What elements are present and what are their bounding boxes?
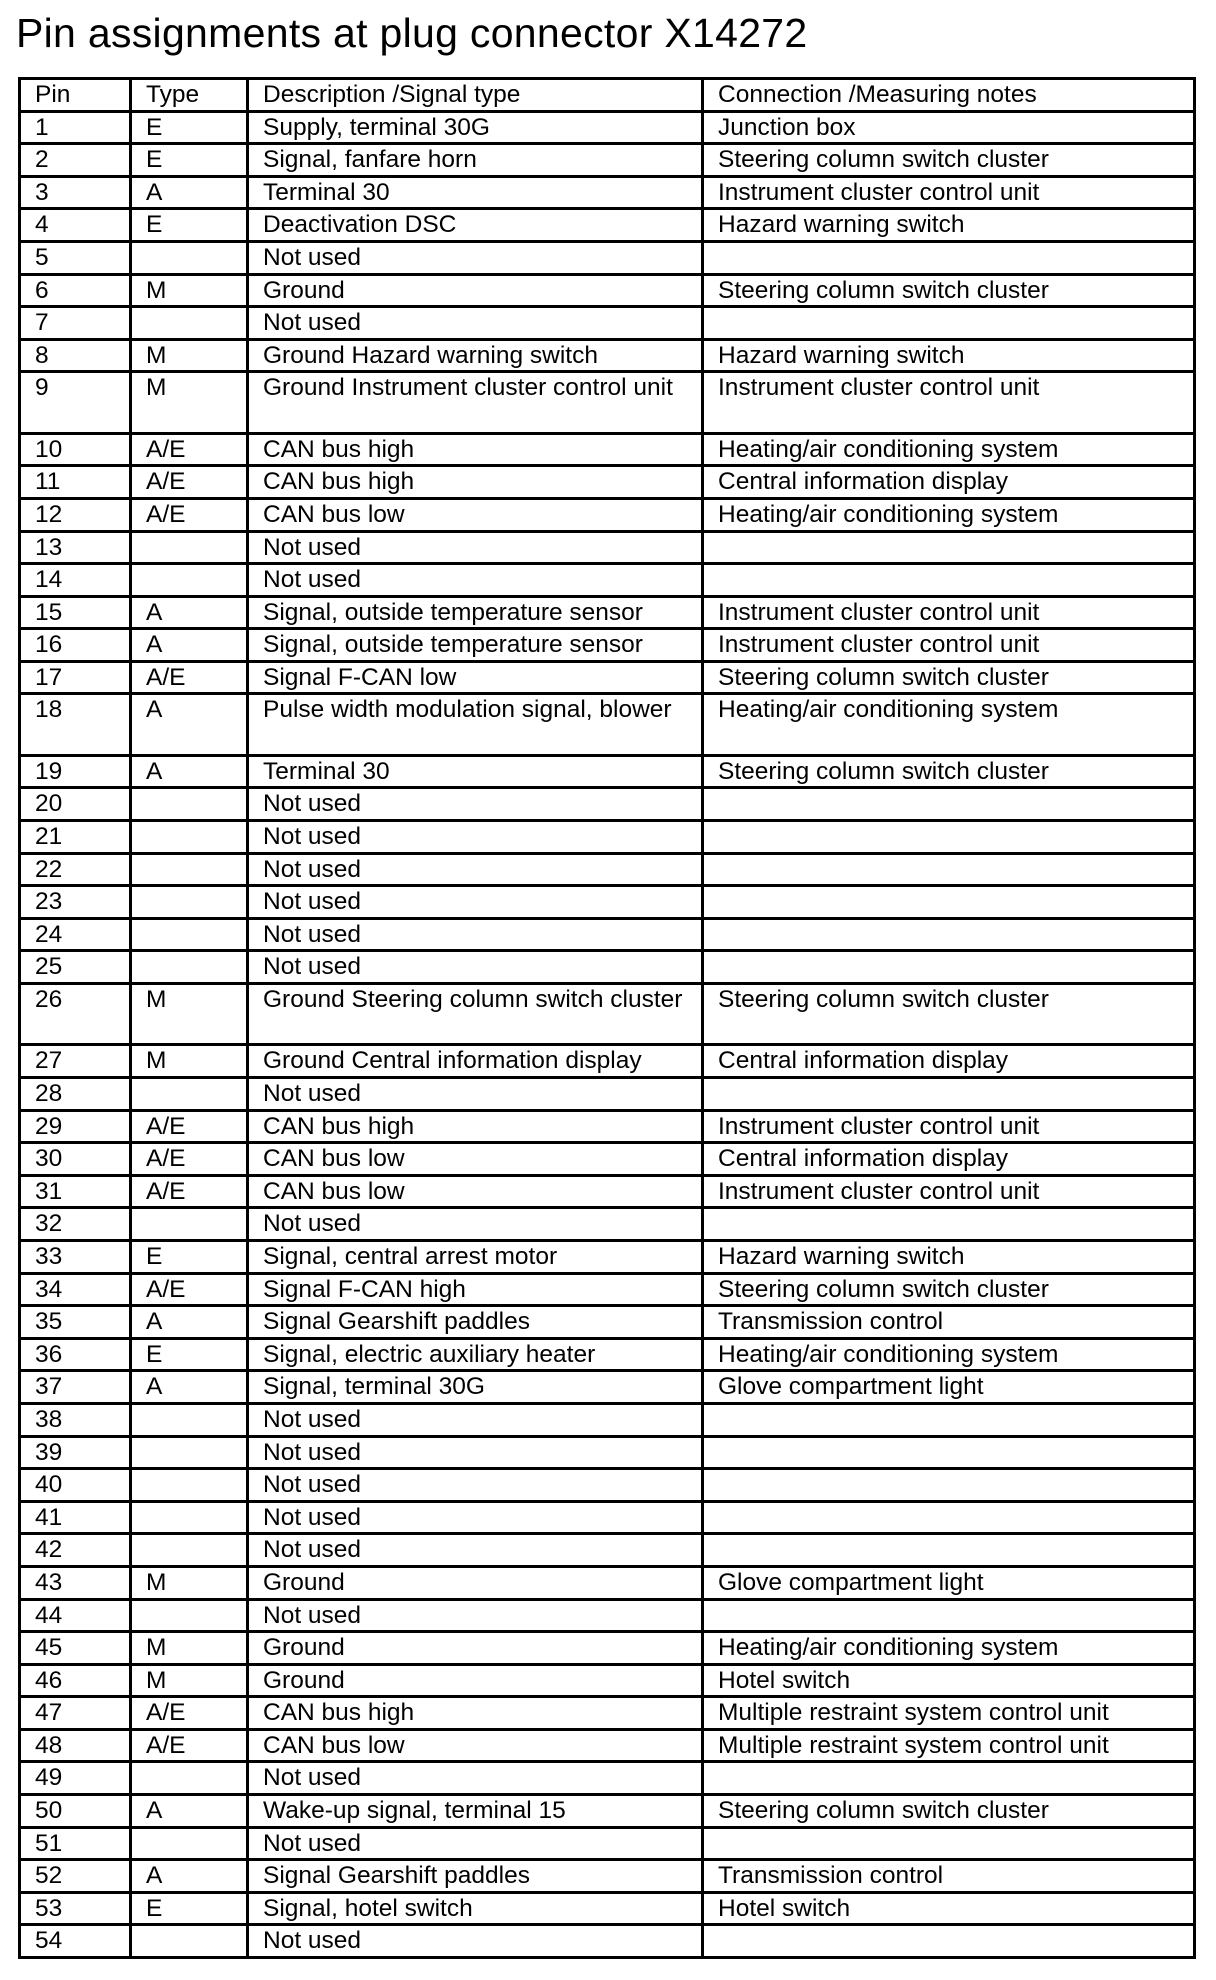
table-row xyxy=(20,1175,1195,1208)
connection-cell: Hotel switch xyxy=(703,1892,1195,1925)
pin-cell: 10 xyxy=(20,433,131,466)
connection-cell: Steering column switch cluster xyxy=(703,1273,1195,1306)
connection-cell: Heating/air conditioning system xyxy=(703,1338,1195,1371)
description-cell: Ground xyxy=(248,1566,703,1599)
description-cell: Not used xyxy=(248,531,703,564)
description-cell: Ground Instrument cluster control unit xyxy=(248,372,703,433)
table-row xyxy=(20,1860,1195,1893)
connection-cell: Steering column switch cluster xyxy=(703,755,1195,788)
pin-cell: 4 xyxy=(20,209,131,242)
connection-cell xyxy=(703,886,1195,919)
table-row xyxy=(20,1795,1195,1828)
table-row xyxy=(20,1338,1195,1371)
type-cell: M xyxy=(131,274,248,307)
description-cell: Not used xyxy=(248,951,703,984)
description-cell: CAN bus low xyxy=(248,1143,703,1176)
table-row xyxy=(20,1045,1195,1078)
table-row xyxy=(20,694,1195,755)
connection-cell xyxy=(703,1469,1195,1502)
connection-cell xyxy=(703,821,1195,854)
header-description: Description /Signal type xyxy=(248,79,703,112)
pin-cell: 44 xyxy=(20,1599,131,1632)
pin-cell: 11 xyxy=(20,466,131,499)
pin-cell: 12 xyxy=(20,498,131,531)
connection-cell: Heating/air conditioning system xyxy=(703,694,1195,755)
header-pin: Pin xyxy=(20,79,131,112)
connection-cell: Heating/air conditioning system xyxy=(703,1632,1195,1665)
type-cell: A xyxy=(131,629,248,662)
description-cell: Ground xyxy=(248,274,703,307)
pin-cell: 19 xyxy=(20,755,131,788)
connection-cell xyxy=(703,1599,1195,1632)
table-row xyxy=(20,596,1195,629)
connection-cell: Glove compartment light xyxy=(703,1371,1195,1404)
description-cell: Terminal 30 xyxy=(248,176,703,209)
type-cell xyxy=(131,886,248,919)
connection-cell: Instrument cluster control unit xyxy=(703,372,1195,433)
type-cell: M xyxy=(131,372,248,433)
connection-cell: Hotel switch xyxy=(703,1664,1195,1697)
pin-cell: 31 xyxy=(20,1175,131,1208)
description-cell: Deactivation DSC xyxy=(248,209,703,242)
pin-cell: 8 xyxy=(20,339,131,372)
connection-cell xyxy=(703,1403,1195,1436)
type-cell: E xyxy=(131,1338,248,1371)
type-cell: A/E xyxy=(131,1175,248,1208)
type-cell xyxy=(131,1469,248,1502)
table-header-row xyxy=(20,79,1195,112)
connection-cell: Hazard warning switch xyxy=(703,339,1195,372)
description-cell: CAN bus low xyxy=(248,1729,703,1762)
table-row xyxy=(20,918,1195,951)
pin-cell: 43 xyxy=(20,1566,131,1599)
pin-cell: 28 xyxy=(20,1078,131,1111)
table-row xyxy=(20,886,1195,919)
description-cell: CAN bus low xyxy=(248,498,703,531)
table-row xyxy=(20,144,1195,177)
pin-cell: 20 xyxy=(20,788,131,821)
table-row xyxy=(20,1762,1195,1795)
type-cell: A/E xyxy=(131,498,248,531)
pin-cell: 36 xyxy=(20,1338,131,1371)
type-cell: A xyxy=(131,176,248,209)
pin-cell: 37 xyxy=(20,1371,131,1404)
description-cell: Not used xyxy=(248,788,703,821)
type-cell: M xyxy=(131,339,248,372)
pin-cell: 34 xyxy=(20,1273,131,1306)
pin-cell: 29 xyxy=(20,1110,131,1143)
table-row xyxy=(20,209,1195,242)
pin-cell: 15 xyxy=(20,596,131,629)
connection-cell xyxy=(703,788,1195,821)
description-cell: Pulse width modulation signal, blower xyxy=(248,694,703,755)
table-row xyxy=(20,1664,1195,1697)
table-body xyxy=(20,111,1195,1957)
page-title: Pin assignments at plug connector X14272 xyxy=(16,10,808,56)
table-row xyxy=(20,433,1195,466)
pin-cell: 45 xyxy=(20,1632,131,1665)
connection-cell xyxy=(703,564,1195,597)
connection-cell: Steering column switch cluster xyxy=(703,1795,1195,1828)
type-cell xyxy=(131,918,248,951)
table-row xyxy=(20,984,1195,1045)
pin-cell: 40 xyxy=(20,1469,131,1502)
description-cell: Not used xyxy=(248,241,703,274)
type-cell xyxy=(131,1501,248,1534)
connection-cell xyxy=(703,1501,1195,1534)
connection-cell: Heating/air conditioning system xyxy=(703,498,1195,531)
pin-cell: 16 xyxy=(20,629,131,662)
type-cell: M xyxy=(131,1566,248,1599)
connection-cell xyxy=(703,951,1195,984)
table-row xyxy=(20,1208,1195,1241)
type-cell: A/E xyxy=(131,661,248,694)
type-cell xyxy=(131,1403,248,1436)
connection-cell xyxy=(703,1436,1195,1469)
description-cell: Ground Hazard warning switch xyxy=(248,339,703,372)
table-row xyxy=(20,629,1195,662)
description-cell: Signal, terminal 30G xyxy=(248,1371,703,1404)
type-cell: A xyxy=(131,596,248,629)
type-cell: A xyxy=(131,1306,248,1339)
type-cell xyxy=(131,1208,248,1241)
type-cell: E xyxy=(131,209,248,242)
table-row xyxy=(20,1827,1195,1860)
pin-cell: 9 xyxy=(20,372,131,433)
type-cell: E xyxy=(131,111,248,144)
description-cell: Ground Steering column switch cluster xyxy=(248,984,703,1045)
type-cell xyxy=(131,821,248,854)
type-cell: A xyxy=(131,1795,248,1828)
type-cell xyxy=(131,951,248,984)
pin-cell: 27 xyxy=(20,1045,131,1078)
table-row xyxy=(20,1143,1195,1176)
table-row xyxy=(20,1534,1195,1567)
description-cell: Signal F-CAN high xyxy=(248,1273,703,1306)
type-cell: M xyxy=(131,984,248,1045)
pin-cell: 14 xyxy=(20,564,131,597)
connection-cell: Central information display xyxy=(703,466,1195,499)
description-cell: Not used xyxy=(248,853,703,886)
description-cell: Not used xyxy=(248,1501,703,1534)
connection-cell: Instrument cluster control unit xyxy=(703,1175,1195,1208)
type-cell: A xyxy=(131,1371,248,1404)
pin-cell: 46 xyxy=(20,1664,131,1697)
type-cell: M xyxy=(131,1045,248,1078)
table-row xyxy=(20,1110,1195,1143)
description-cell: Terminal 30 xyxy=(248,755,703,788)
description-cell: Not used xyxy=(248,821,703,854)
connection-cell: Steering column switch cluster xyxy=(703,144,1195,177)
description-cell: Not used xyxy=(248,1208,703,1241)
type-cell xyxy=(131,1078,248,1111)
pin-cell: 7 xyxy=(20,307,131,340)
pin-cell: 24 xyxy=(20,918,131,951)
pin-cell: 48 xyxy=(20,1729,131,1762)
table-row xyxy=(20,1306,1195,1339)
pin-cell: 33 xyxy=(20,1240,131,1273)
type-cell xyxy=(131,1762,248,1795)
pin-cell: 2 xyxy=(20,144,131,177)
pin-cell: 25 xyxy=(20,951,131,984)
pin-cell: 22 xyxy=(20,853,131,886)
type-cell: A/E xyxy=(131,1729,248,1762)
table-row xyxy=(20,274,1195,307)
table-row xyxy=(20,1501,1195,1534)
connection-cell xyxy=(703,853,1195,886)
table-row xyxy=(20,1273,1195,1306)
type-cell: A/E xyxy=(131,1110,248,1143)
table-row xyxy=(20,1566,1195,1599)
pin-cell: 42 xyxy=(20,1534,131,1567)
table-row xyxy=(20,661,1195,694)
pin-cell: 53 xyxy=(20,1892,131,1925)
connection-cell: Junction box xyxy=(703,111,1195,144)
type-cell: A/E xyxy=(131,1273,248,1306)
connection-cell: Multiple restraint system control unit xyxy=(703,1697,1195,1730)
type-cell xyxy=(131,307,248,340)
connection-cell xyxy=(703,1925,1195,1958)
type-cell: A/E xyxy=(131,1697,248,1730)
type-cell: A/E xyxy=(131,1143,248,1176)
connection-cell: Central information display xyxy=(703,1045,1195,1078)
description-cell: Not used xyxy=(248,1599,703,1632)
pin-cell: 13 xyxy=(20,531,131,564)
table-row xyxy=(20,1436,1195,1469)
connection-cell xyxy=(703,531,1195,564)
type-cell: A/E xyxy=(131,433,248,466)
description-cell: Signal, electric auxiliary heater xyxy=(248,1338,703,1371)
pin-cell: 52 xyxy=(20,1860,131,1893)
connection-cell: Hazard warning switch xyxy=(703,209,1195,242)
connection-cell: Instrument cluster control unit xyxy=(703,1110,1195,1143)
pin-cell: 21 xyxy=(20,821,131,854)
connection-cell xyxy=(703,1762,1195,1795)
description-cell: Signal, fanfare horn xyxy=(248,144,703,177)
connection-cell: Instrument cluster control unit xyxy=(703,176,1195,209)
description-cell: Not used xyxy=(248,1436,703,1469)
description-cell: CAN bus high xyxy=(248,433,703,466)
table-row xyxy=(20,564,1195,597)
pin-cell: 26 xyxy=(20,984,131,1045)
description-cell: Not used xyxy=(248,1078,703,1111)
type-cell: M xyxy=(131,1664,248,1697)
pin-cell: 6 xyxy=(20,274,131,307)
table-row xyxy=(20,1403,1195,1436)
type-cell: E xyxy=(131,1892,248,1925)
type-cell: A xyxy=(131,755,248,788)
type-cell xyxy=(131,853,248,886)
table-row xyxy=(20,531,1195,564)
type-cell: M xyxy=(131,1632,248,1665)
table-row xyxy=(20,111,1195,144)
header-connection: Connection /Measuring notes xyxy=(703,79,1195,112)
type-cell: A/E xyxy=(131,466,248,499)
description-cell: Signal Gearshift paddles xyxy=(248,1306,703,1339)
table-row xyxy=(20,1632,1195,1665)
connection-cell: Central information display xyxy=(703,1143,1195,1176)
table-row xyxy=(20,1729,1195,1762)
table-row xyxy=(20,951,1195,984)
pin-cell: 49 xyxy=(20,1762,131,1795)
table-row xyxy=(20,1371,1195,1404)
type-cell: E xyxy=(131,144,248,177)
table-row xyxy=(20,241,1195,274)
description-cell: Signal, outside temperature sensor xyxy=(248,596,703,629)
connection-cell xyxy=(703,1208,1195,1241)
table-row xyxy=(20,466,1195,499)
pin-cell: 50 xyxy=(20,1795,131,1828)
connection-cell xyxy=(703,1534,1195,1567)
description-cell: Signal, central arrest motor xyxy=(248,1240,703,1273)
connection-cell: Transmission control xyxy=(703,1306,1195,1339)
table-row xyxy=(20,1599,1195,1632)
pin-cell: 17 xyxy=(20,661,131,694)
pin-cell: 5 xyxy=(20,241,131,274)
type-cell: E xyxy=(131,1240,248,1273)
table-row xyxy=(20,1892,1195,1925)
table-row xyxy=(20,1697,1195,1730)
type-cell xyxy=(131,241,248,274)
description-cell: CAN bus high xyxy=(248,1697,703,1730)
connection-cell xyxy=(703,918,1195,951)
table-row xyxy=(20,372,1195,433)
pin-cell: 32 xyxy=(20,1208,131,1241)
pin-cell: 47 xyxy=(20,1697,131,1730)
description-cell: Signal F-CAN low xyxy=(248,661,703,694)
description-cell: Not used xyxy=(248,1469,703,1502)
table-row xyxy=(20,1240,1195,1273)
description-cell: Not used xyxy=(248,1403,703,1436)
description-cell: Not used xyxy=(248,1534,703,1567)
connection-cell: Instrument cluster control unit xyxy=(703,596,1195,629)
table-row xyxy=(20,498,1195,531)
connection-cell xyxy=(703,1827,1195,1860)
pin-cell: 39 xyxy=(20,1436,131,1469)
type-cell: A xyxy=(131,1860,248,1893)
pin-cell: 3 xyxy=(20,176,131,209)
table-row xyxy=(20,307,1195,340)
description-cell: Ground xyxy=(248,1632,703,1665)
table-row xyxy=(20,1469,1195,1502)
table-row xyxy=(20,176,1195,209)
type-cell: A xyxy=(131,694,248,755)
description-cell: CAN bus low xyxy=(248,1175,703,1208)
description-cell: Not used xyxy=(248,1762,703,1795)
connection-cell: Steering column switch cluster xyxy=(703,661,1195,694)
description-cell: Not used xyxy=(248,1827,703,1860)
description-cell: Ground Central information display xyxy=(248,1045,703,1078)
table-row xyxy=(20,853,1195,886)
description-cell: Not used xyxy=(248,564,703,597)
description-cell: Not used xyxy=(248,307,703,340)
type-cell xyxy=(131,1436,248,1469)
pin-cell: 18 xyxy=(20,694,131,755)
connection-cell xyxy=(703,307,1195,340)
description-cell: Not used xyxy=(248,886,703,919)
type-cell xyxy=(131,1599,248,1632)
header-type: Type xyxy=(131,79,248,112)
connection-cell: Steering column switch cluster xyxy=(703,984,1195,1045)
pin-cell: 38 xyxy=(20,1403,131,1436)
connection-cell: Steering column switch cluster xyxy=(703,274,1195,307)
connection-cell: Heating/air conditioning system xyxy=(703,433,1195,466)
type-cell xyxy=(131,564,248,597)
type-cell xyxy=(131,788,248,821)
type-cell xyxy=(131,1925,248,1958)
type-cell xyxy=(131,1534,248,1567)
description-cell: Not used xyxy=(248,1925,703,1958)
description-cell: Supply, terminal 30G xyxy=(248,111,703,144)
pin-assignment-table xyxy=(18,77,1196,1959)
connection-cell: Instrument cluster control unit xyxy=(703,629,1195,662)
table-row xyxy=(20,1925,1195,1958)
table-row xyxy=(20,339,1195,372)
pin-cell: 30 xyxy=(20,1143,131,1176)
description-cell: Signal Gearshift paddles xyxy=(248,1860,703,1893)
connection-cell: Glove compartment light xyxy=(703,1566,1195,1599)
description-cell: Signal, outside temperature sensor xyxy=(248,629,703,662)
connection-cell: Multiple restraint system control unit xyxy=(703,1729,1195,1762)
description-cell: CAN bus high xyxy=(248,466,703,499)
pin-cell: 54 xyxy=(20,1925,131,1958)
pin-cell: 1 xyxy=(20,111,131,144)
pin-cell: 23 xyxy=(20,886,131,919)
connection-cell xyxy=(703,241,1195,274)
table-row xyxy=(20,1078,1195,1111)
table-row xyxy=(20,755,1195,788)
description-cell: Signal, hotel switch xyxy=(248,1892,703,1925)
connection-cell: Transmission control xyxy=(703,1860,1195,1893)
pin-cell: 41 xyxy=(20,1501,131,1534)
table-row xyxy=(20,788,1195,821)
table-row xyxy=(20,821,1195,854)
type-cell xyxy=(131,1827,248,1860)
pin-cell: 51 xyxy=(20,1827,131,1860)
description-cell: Ground xyxy=(248,1664,703,1697)
connection-cell xyxy=(703,1078,1195,1111)
description-cell: Wake-up signal, terminal 15 xyxy=(248,1795,703,1828)
pin-cell: 35 xyxy=(20,1306,131,1339)
description-cell: CAN bus high xyxy=(248,1110,703,1143)
type-cell xyxy=(131,531,248,564)
description-cell: Not used xyxy=(248,918,703,951)
connection-cell: Hazard warning switch xyxy=(703,1240,1195,1273)
